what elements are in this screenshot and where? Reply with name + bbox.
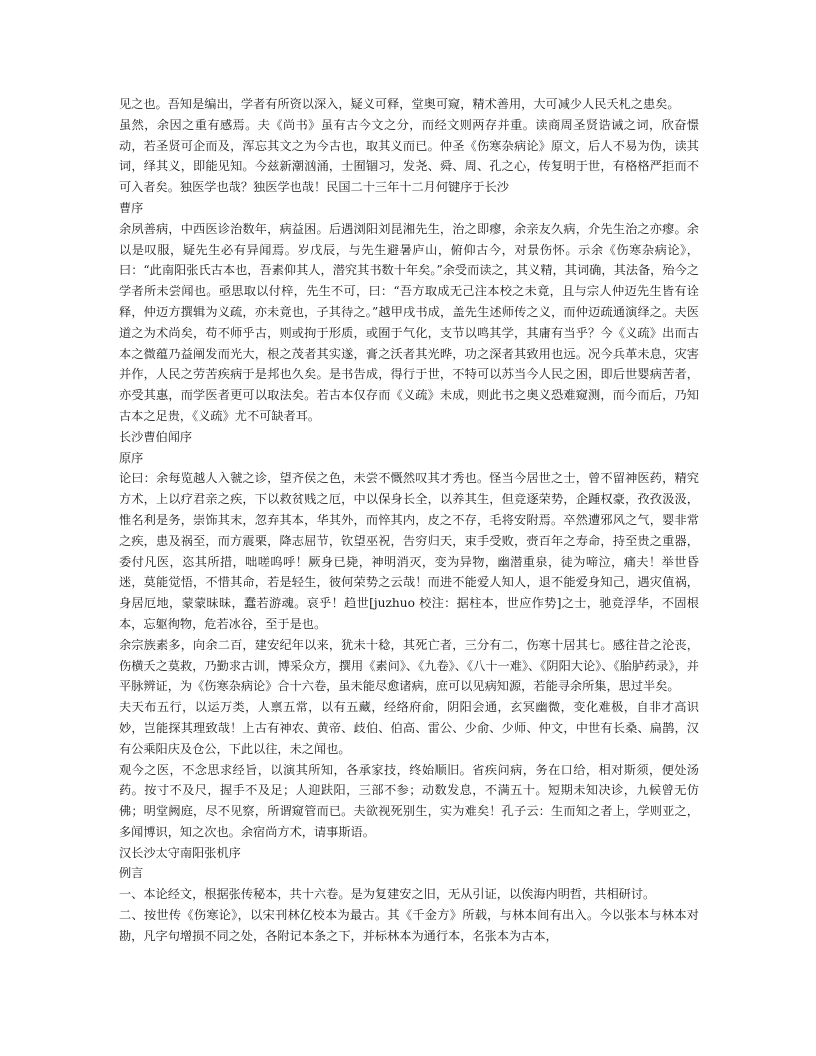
paragraph-cao-preface: 余夙善病，中西医诊治数年，病益困。后遇浏阳刘昆湘先生，治之即瘳，余亲友久病，介先生治之亦瘳。余以是叹服，疑先生必有异闻焉。岁戊辰，与先生避暑庐山，俯仰古今，对景伤怀。示余《伤寒杂病论》，曰：“此南阳张氏古本也，吾素仰其人，潜究其书数十年矣。”余受而读之，其义精，其词确，其法备，殆今之学者所未尝闻也。亟思取以付梓，先生不可，曰：“吾方取成无己注本校之未竟，且与宗人仲迈先生皆有诠释，仲迈方撰辑为义疏，亦未竟也，子其待之。”越甲戌书成，盖先生述师传之义，而仲迈疏通演绎之。夫医道之为术尚矣，苟不师乎古，则或拘于形质，或囿于气化，支节以鸣其学，其庸有当乎？今《义疏》出而古本之微蕴乃益阐发而光大，根之茂者其实遂，膏之沃者其光晔，功之深者其致用也远。况今兵革未息，灾害并作，人民之劳苦疾病于是邦也久矣。是书告成，得行于世，不特可以苏当今人民之困，即后世婴病苦者，亦受其惠，而学医者更可以取法矣。若古本仅存而《义疏》未成，则此书之奥义恐难窥测，而今而后，乃知古本之足贵，《义疏》尤不可缺者耳。 bbox=[119, 221, 699, 423]
paragraph-original-preface-3: 夫天布五行，以运万类，人禀五常，以有五藏，经络府俞，阴阳会通，玄冥幽微，变化难极，自非才高识妙，岂能探其理致哉！上古有神农、黄帝、歧伯、伯高、雷公、少俞、少师、仲文，中世有长桑、扁鹊，汉有公乘阳庆及仓公，下此以往，未之闻也。 bbox=[119, 700, 699, 756]
paragraph-note-1: 一、本论经文，根据张传秘本，共十六卷。是为复建安之旧，无从引证，以俟海内明哲，共相研讨。 bbox=[119, 887, 656, 902]
signature-cao: 长沙曹伯闻序 bbox=[119, 429, 193, 444]
paragraph-he-preface-end: 见之也。吾知是编出，学者有所资以深入，疑义可释，堂奥可窥，精术善用，大可减少人民夭札之患矣。 bbox=[119, 97, 680, 111]
paragraph-original-preface-1: 论曰：余每览越人入虢之诊，望齐侯之色，未尝不慨然叹其才秀也。怪当今居世之士，曾不留神医药，精究方术，上以疗君亲之疾，下以救贫贱之厄，中以保身长全，以养其生，但竞逐荣势，企踵权豪，孜孜汲汲，惟名利是务，崇饰其末，忽弃其本，华其外，而悴其内，皮之不存，毛将安附焉。卒然遭邪风之气，婴非常之疾，患及祸至，而方震栗，降志屈节，钦望巫祝，告穷归天，束手受败，赍百年之寿命，持至贵之重器，委付凡医，恣其所措，咄嗟呜呼！厥身已毙，神明消灭，变为异物，幽潜重泉，徒为啼泣，痛夫！举世昏迷，莫能觉悟，不惜其命，若是轻生，彼何荣势之云哉！而进不能爱人知人，退不能爱身知己，遇灾值祸，身居厄地，蒙蒙昧昧，蠢若游魂。哀乎！趋世[juzhuo 校注：据柱本，世应作势]之士，驰竞浮华，不固根本，忘躯徇物，危若冰谷，至于是也。 bbox=[119, 471, 699, 631]
heading-cao-preface: 曹序 bbox=[119, 200, 144, 215]
paragraph-original-preface-2: 余宗族素多，向余二百，建安纪年以来，犹未十稔，其死亡者，三分有二，伤寒十居其七。感往昔之沦丧，伤横夭之莫救，乃勤求古训，博采众方，撰用《素问》、《九卷》、《八十一难》、《阴阳大论》、《胎胪药录》，并平脉辨证，为《伤寒杂病论》合十六卷，虽未能尽愈诸病，庶可以见病知源，若能寻余所集，思过半矣。 bbox=[119, 637, 699, 694]
paragraph-original-preface-4: 观今之医，不念思求经旨，以演其所知，各承家技，终始顺旧。省疾问病，务在口给，相对斯须，便处汤药。按寸不及尺，握手不及足；人迎趺阳，三部不参；动数发息，不满五十。短期未知决诊，九候曾无仿佛；明堂阙庭，尽不见察，所谓窥管而已。夫欲视死别生，实为难矣！孔子云：生而知之者上，学则亚之，多闻博识，知之次也。余宿尚方术，请事斯语。 bbox=[119, 762, 699, 839]
heading-notes: 例言 bbox=[119, 866, 144, 881]
paragraph-he-preface-closing: 虽然，余因之重有感焉。夫《尚书》虽有古今文之分，而经文则两存并重。读商周圣贤诰诫之词，欣奋憬动，若圣贤可企而及，浑忘其文之为今古也，取其义而已。仲圣《伤寒杂病论》原文，后人不易为伪，读其词，绎其义，即能见知。今兹新潮汹涌，士囿锢习，发尧、舜、周、孔之心，传复明于世，有格格严拒而不可入者矣。独医学也哉？独医学也哉！民国二十三年十二月何键序于长沙 bbox=[119, 117, 699, 195]
heading-original-preface: 原序 bbox=[119, 450, 144, 465]
paragraph-note-2: 二、按世传《伤寒论》，以宋刊林亿校本为最古。其《千金方》所载，与林本间有出入。今以张本与林本对勘，凡字句增损不同之处，各附记本条之下，并标林本为通行本，名张本为古本， bbox=[119, 908, 699, 943]
signature-zhang-ji: 汉长沙太守南阳张机序 bbox=[119, 845, 241, 860]
document-page bbox=[119, 94, 699, 947]
